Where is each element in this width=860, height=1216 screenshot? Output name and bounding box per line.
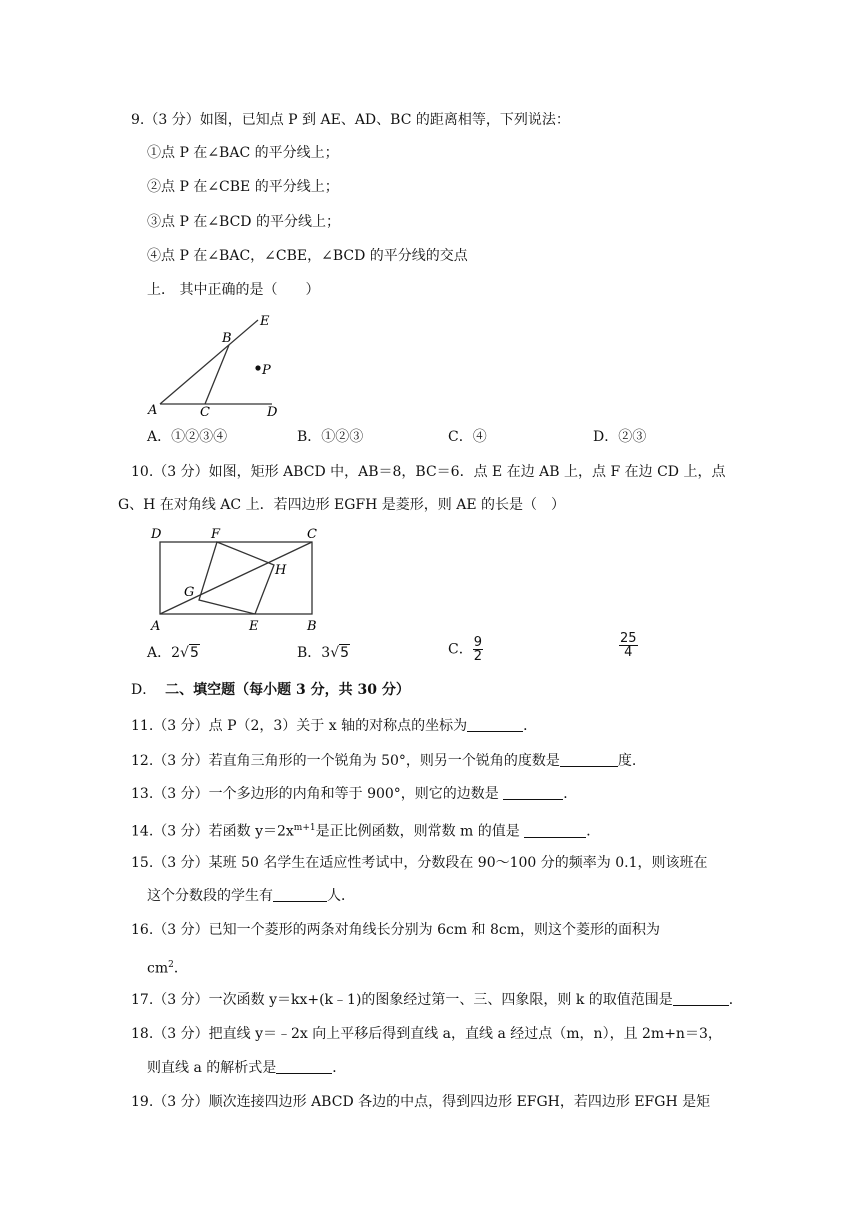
q10-option-d-label: D．: [131, 682, 157, 698]
q17-answer-blank[interactable]: [673, 990, 729, 1006]
q17-text: 17.（3 分）一次函数 y＝kx+(k﹣1)的图象经过第一、三、四象限，则 k 的取值范围是: [131, 992, 673, 1008]
q10-option-c-denominator: 2: [473, 649, 482, 664]
q14-text-pre: 14.（3 分）若函数 y＝2x: [131, 823, 294, 840]
q10-option-c-numerator: 9: [473, 635, 482, 650]
q9-line-ae: [160, 320, 258, 404]
q9-point-p: [255, 365, 260, 370]
q14-text-post: 是正比例函数，则常数 m 的值是: [315, 823, 525, 840]
q16-unit: cm: [147, 960, 169, 977]
q10-line-1: 10.（3 分）如图，矩形 ABCD 中，AB＝8，BC＝6．点 E 在边 AB 上，点 F 在边 CD 上，点: [131, 464, 726, 480]
q13-answer-blank[interactable]: [503, 784, 563, 800]
q17-end: ．: [728, 992, 743, 1008]
q15-line-2-text: 这个分数段的学生有: [147, 888, 273, 904]
q10-diagonal-ac: [160, 542, 312, 614]
q18-line-2-text: 则直线 a 的解析式是: [147, 1060, 277, 1076]
q12: [131, 751, 636, 771]
section-2-title: 二、填空题（每小题 3 分，共 30 分）: [165, 682, 410, 698]
q10-option-a-sqrt: √5: [180, 645, 199, 661]
q9-statement-3: ③点 P 在∠BCD 的平分线上；: [147, 214, 340, 230]
q11-end: ．: [523, 718, 538, 734]
q10-label-b: B: [307, 619, 317, 634]
q15-line-2: [147, 886, 355, 906]
q18-line-2: [147, 1058, 346, 1078]
q13: [131, 784, 577, 804]
q12-answer-blank[interactable]: [560, 751, 618, 767]
q10-option-a-radicand: 5: [189, 645, 199, 661]
q10-option-b-sqrt: √5: [330, 645, 350, 661]
q13-end: ．: [563, 786, 578, 802]
q16-end: ．: [173, 960, 188, 977]
q9-option-d: D．②③: [593, 429, 647, 445]
q15-answer-blank[interactable]: [273, 886, 327, 902]
q10-label-c: C: [307, 527, 317, 542]
q9-option-c: C．④: [448, 429, 487, 445]
q9-option-a: A．①②③④: [147, 429, 228, 445]
q10-option-b-label: B．3: [297, 645, 331, 661]
q9-statement-2: ②点 P 在∠CBE 的平分线上；: [147, 179, 339, 195]
q15-end: 人．: [327, 888, 355, 904]
q9-figure: [140, 310, 290, 420]
q16-line-2: [147, 955, 188, 979]
q10-label-d: D: [151, 527, 162, 542]
q10-label-h: H: [275, 563, 287, 578]
q11: [131, 716, 537, 736]
q9-line-bc: [205, 345, 229, 404]
q16-line-1: 16.（3 分）已知一个菱形的两条对角线长分别为 6cm 和 8cm，则这个菱形的面积为: [131, 922, 661, 938]
q10-option-d-fraction: [619, 632, 638, 659]
q10-option-a: [147, 643, 200, 663]
q10-option-b-radicand: 5: [340, 645, 350, 661]
q10-option-c-fraction: [473, 636, 483, 663]
q10-option-d-numerator: 25: [620, 631, 637, 646]
q9-label-p: P: [262, 363, 271, 378]
q18-end: ．: [332, 1060, 347, 1076]
q9-statement-1: ①点 P 在∠BAC 的平分线上；: [147, 145, 339, 161]
q14-answer-blank[interactable]: [524, 822, 586, 838]
q14: [131, 818, 600, 842]
q19-line-1: 19.（3 分）顺次连接四边形 ABCD 各边的中点，得到四边形 EFGH，若四边形 EFGH 是矩: [131, 1094, 711, 1110]
q9-label-b: B: [222, 331, 232, 346]
q13-text: 13.（3 分）一个多边形的内角和等于 900°，则它的边数是: [131, 786, 504, 802]
q10-option-c-label: C．: [448, 641, 473, 658]
q9-statement-4: ④点 P 在∠BAC，∠CBE，∠BCD 的平分线的交点: [147, 248, 468, 264]
q10-option-c: [448, 636, 483, 663]
q14-exponent: m+1: [293, 823, 316, 833]
q17: [131, 990, 743, 1010]
q18-answer-blank[interactable]: [276, 1058, 332, 1074]
q10-label-e: E: [249, 619, 259, 634]
q12-text: 12.（3 分）若直角三角形的一个锐角为 50°，则另一个锐角的度数是: [131, 753, 560, 769]
q10-label-f: F: [211, 527, 221, 542]
q12-end: 度.: [617, 753, 637, 769]
q11-text: 11.（3 分）点 P（2，3）关于 x 轴的对称点的坐标为: [131, 718, 468, 734]
q11-answer-blank[interactable]: [467, 716, 523, 732]
q9-label-e: E: [260, 314, 270, 329]
q9-statement-end: 上． 其中正确的是（ ）: [147, 282, 320, 298]
q9-label-d: D: [267, 405, 278, 420]
q10-option-a-label: A．2: [147, 645, 181, 661]
q10-option-d: [619, 632, 638, 659]
q10-label-g: G: [184, 585, 195, 600]
q10-figure: [145, 522, 330, 634]
section-2-header: [131, 680, 410, 700]
q15-line-1: 15.（3 分）某班 50 名学生在适应性考试中，分数段在 90～100 分的频率为 0.1，则该班在: [131, 855, 708, 871]
q10-option-b: [297, 643, 350, 663]
q9-stem: 9.（3 分）如图，已知点 P 到 AE、AD、BC 的距离相等，下列说法：: [131, 112, 570, 128]
q18-line-1: 18.（3 分）把直线 y＝﹣2x 向上平移后得到直线 a，直线 a 经过点（m，n），且 2m+n＝3，: [131, 1026, 722, 1042]
q9-label-c: C: [200, 405, 210, 420]
q16-unit-exponent: 2: [168, 960, 174, 970]
q10-option-d-denominator: 4: [624, 645, 633, 660]
q9-option-b: B．①②③: [297, 429, 364, 445]
q10-label-a: A: [151, 619, 161, 634]
q9-label-a: A: [148, 403, 158, 418]
q10-line-2: G、H 在对角线 AC 上．若四边形 EGFH 是菱形，则 AE 的长是（ ）: [118, 497, 566, 513]
q14-end: ．: [586, 823, 601, 840]
